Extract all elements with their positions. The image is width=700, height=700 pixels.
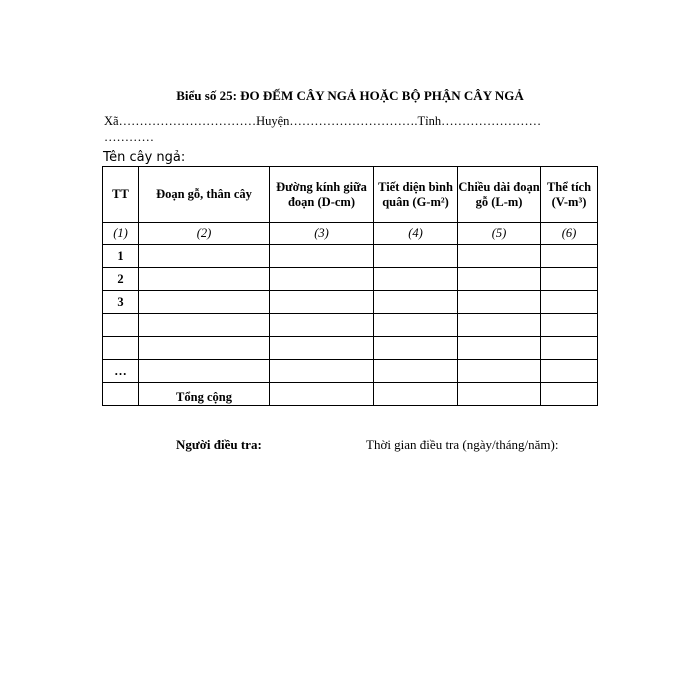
row-tt: 1: [103, 245, 139, 268]
cell-volume[interactable]: [541, 360, 598, 383]
cell-length[interactable]: [458, 360, 541, 383]
cell-length[interactable]: [458, 291, 541, 314]
row-tt: [103, 383, 139, 406]
survey-date-label: Thời gian điều tra (ngày/tháng/năm):: [366, 437, 559, 452]
cell-length[interactable]: [458, 314, 541, 337]
total-label: Tổng cộng: [139, 383, 270, 406]
cell-diameter[interactable]: [270, 291, 374, 314]
tree-name-label: Tên cây ngả:: [103, 150, 186, 165]
cell-volume[interactable]: [541, 383, 598, 406]
table-row: [103, 337, 598, 360]
table-row: [103, 291, 598, 314]
header-diameter: Đường kính giữa đoạn (D-cm): [270, 167, 374, 223]
address-line-1: Xã……………………………Huyện………………………….Tỉnh……………………: [104, 114, 542, 128]
cell-cross-section[interactable]: [374, 337, 458, 360]
cell-cross-section[interactable]: [374, 383, 458, 406]
table-row: [103, 314, 598, 337]
cell-cross-section[interactable]: [374, 360, 458, 383]
total-row: [103, 383, 598, 406]
cell-diameter[interactable]: [270, 245, 374, 268]
row-tt: [103, 314, 139, 337]
measurement-table: [102, 166, 598, 406]
column-number: (3): [270, 223, 374, 245]
table-row: [103, 268, 598, 291]
cell-length[interactable]: [458, 383, 541, 406]
column-number: (2): [139, 223, 270, 245]
column-number: (4): [374, 223, 458, 245]
cell-length[interactable]: [458, 268, 541, 291]
address-line: [104, 113, 604, 145]
cell-diameter[interactable]: [270, 360, 374, 383]
cell-volume[interactable]: [541, 314, 598, 337]
cell-cross-section[interactable]: [374, 314, 458, 337]
cell-segment[interactable]: [139, 245, 270, 268]
cell-volume[interactable]: [541, 291, 598, 314]
cell-length[interactable]: [458, 337, 541, 360]
cell-segment[interactable]: [139, 268, 270, 291]
row-tt: 2: [103, 268, 139, 291]
cell-volume[interactable]: [541, 268, 598, 291]
header-tt: TT: [103, 167, 139, 223]
header-row: [103, 167, 598, 223]
address-line-2: …………: [104, 130, 154, 144]
row-tt: …: [103, 360, 139, 383]
row-tt: 3: [103, 291, 139, 314]
header-log-segment: Đoạn gỗ, thân cây: [139, 167, 270, 223]
cell-diameter[interactable]: [270, 314, 374, 337]
cell-cross-section[interactable]: [374, 245, 458, 268]
cell-segment[interactable]: [139, 291, 270, 314]
column-number: (1): [103, 223, 139, 245]
header-volume: Thể tích (V-m³): [541, 167, 598, 223]
cell-segment[interactable]: [139, 360, 270, 383]
header-length: Chiều dài đoạn gỗ (L-m): [458, 167, 541, 223]
column-number: (6): [541, 223, 598, 245]
cell-volume[interactable]: [541, 337, 598, 360]
row-tt: [103, 337, 139, 360]
column-number-row: [103, 223, 598, 245]
cell-cross-section[interactable]: [374, 291, 458, 314]
cell-length[interactable]: [458, 245, 541, 268]
cell-cross-section[interactable]: [374, 268, 458, 291]
cell-diameter[interactable]: [270, 337, 374, 360]
cell-diameter[interactable]: [270, 268, 374, 291]
form-title: Biểu số 25: ĐO ĐẾM CÂY NGẢ HOẶC BỘ PHẬN CÂY NGẢ: [176, 88, 524, 103]
header-cross-section: Tiết diện bình quân (G-m²): [374, 167, 458, 223]
cell-volume[interactable]: [541, 245, 598, 268]
cell-segment[interactable]: [139, 314, 270, 337]
cell-diameter[interactable]: [270, 383, 374, 406]
table-row: [103, 360, 598, 383]
column-number: (5): [458, 223, 541, 245]
table-row: [103, 245, 598, 268]
cell-segment[interactable]: [139, 337, 270, 360]
investigator-label: Người điều tra:: [176, 437, 262, 452]
